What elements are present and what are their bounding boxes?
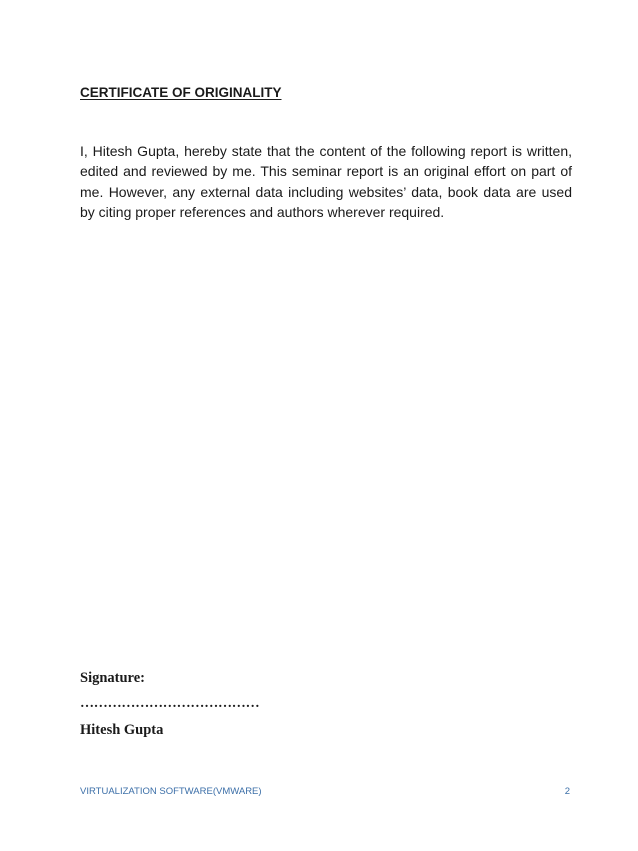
signature-label: Signature:	[80, 670, 145, 686]
page-number: 2	[564, 786, 570, 797]
page-title: CERTIFICATE OF ORIGINALITY	[80, 85, 282, 100]
signatory-name: Hitesh Gupta	[80, 722, 164, 738]
footer-title: VIRTUALIZATION SOFTWARE(VMWARE)	[80, 786, 262, 797]
certificate-statement: I, Hitesh Gupta, hereby state that the content of the following report is written, edited and reviewed by me. This seminar report is an original effort on part of me. However, any external data including websites’ data, book data are used by citing proper references and authors wherever required.	[80, 143, 572, 221]
signature-line: …………………………………	[80, 696, 260, 711]
